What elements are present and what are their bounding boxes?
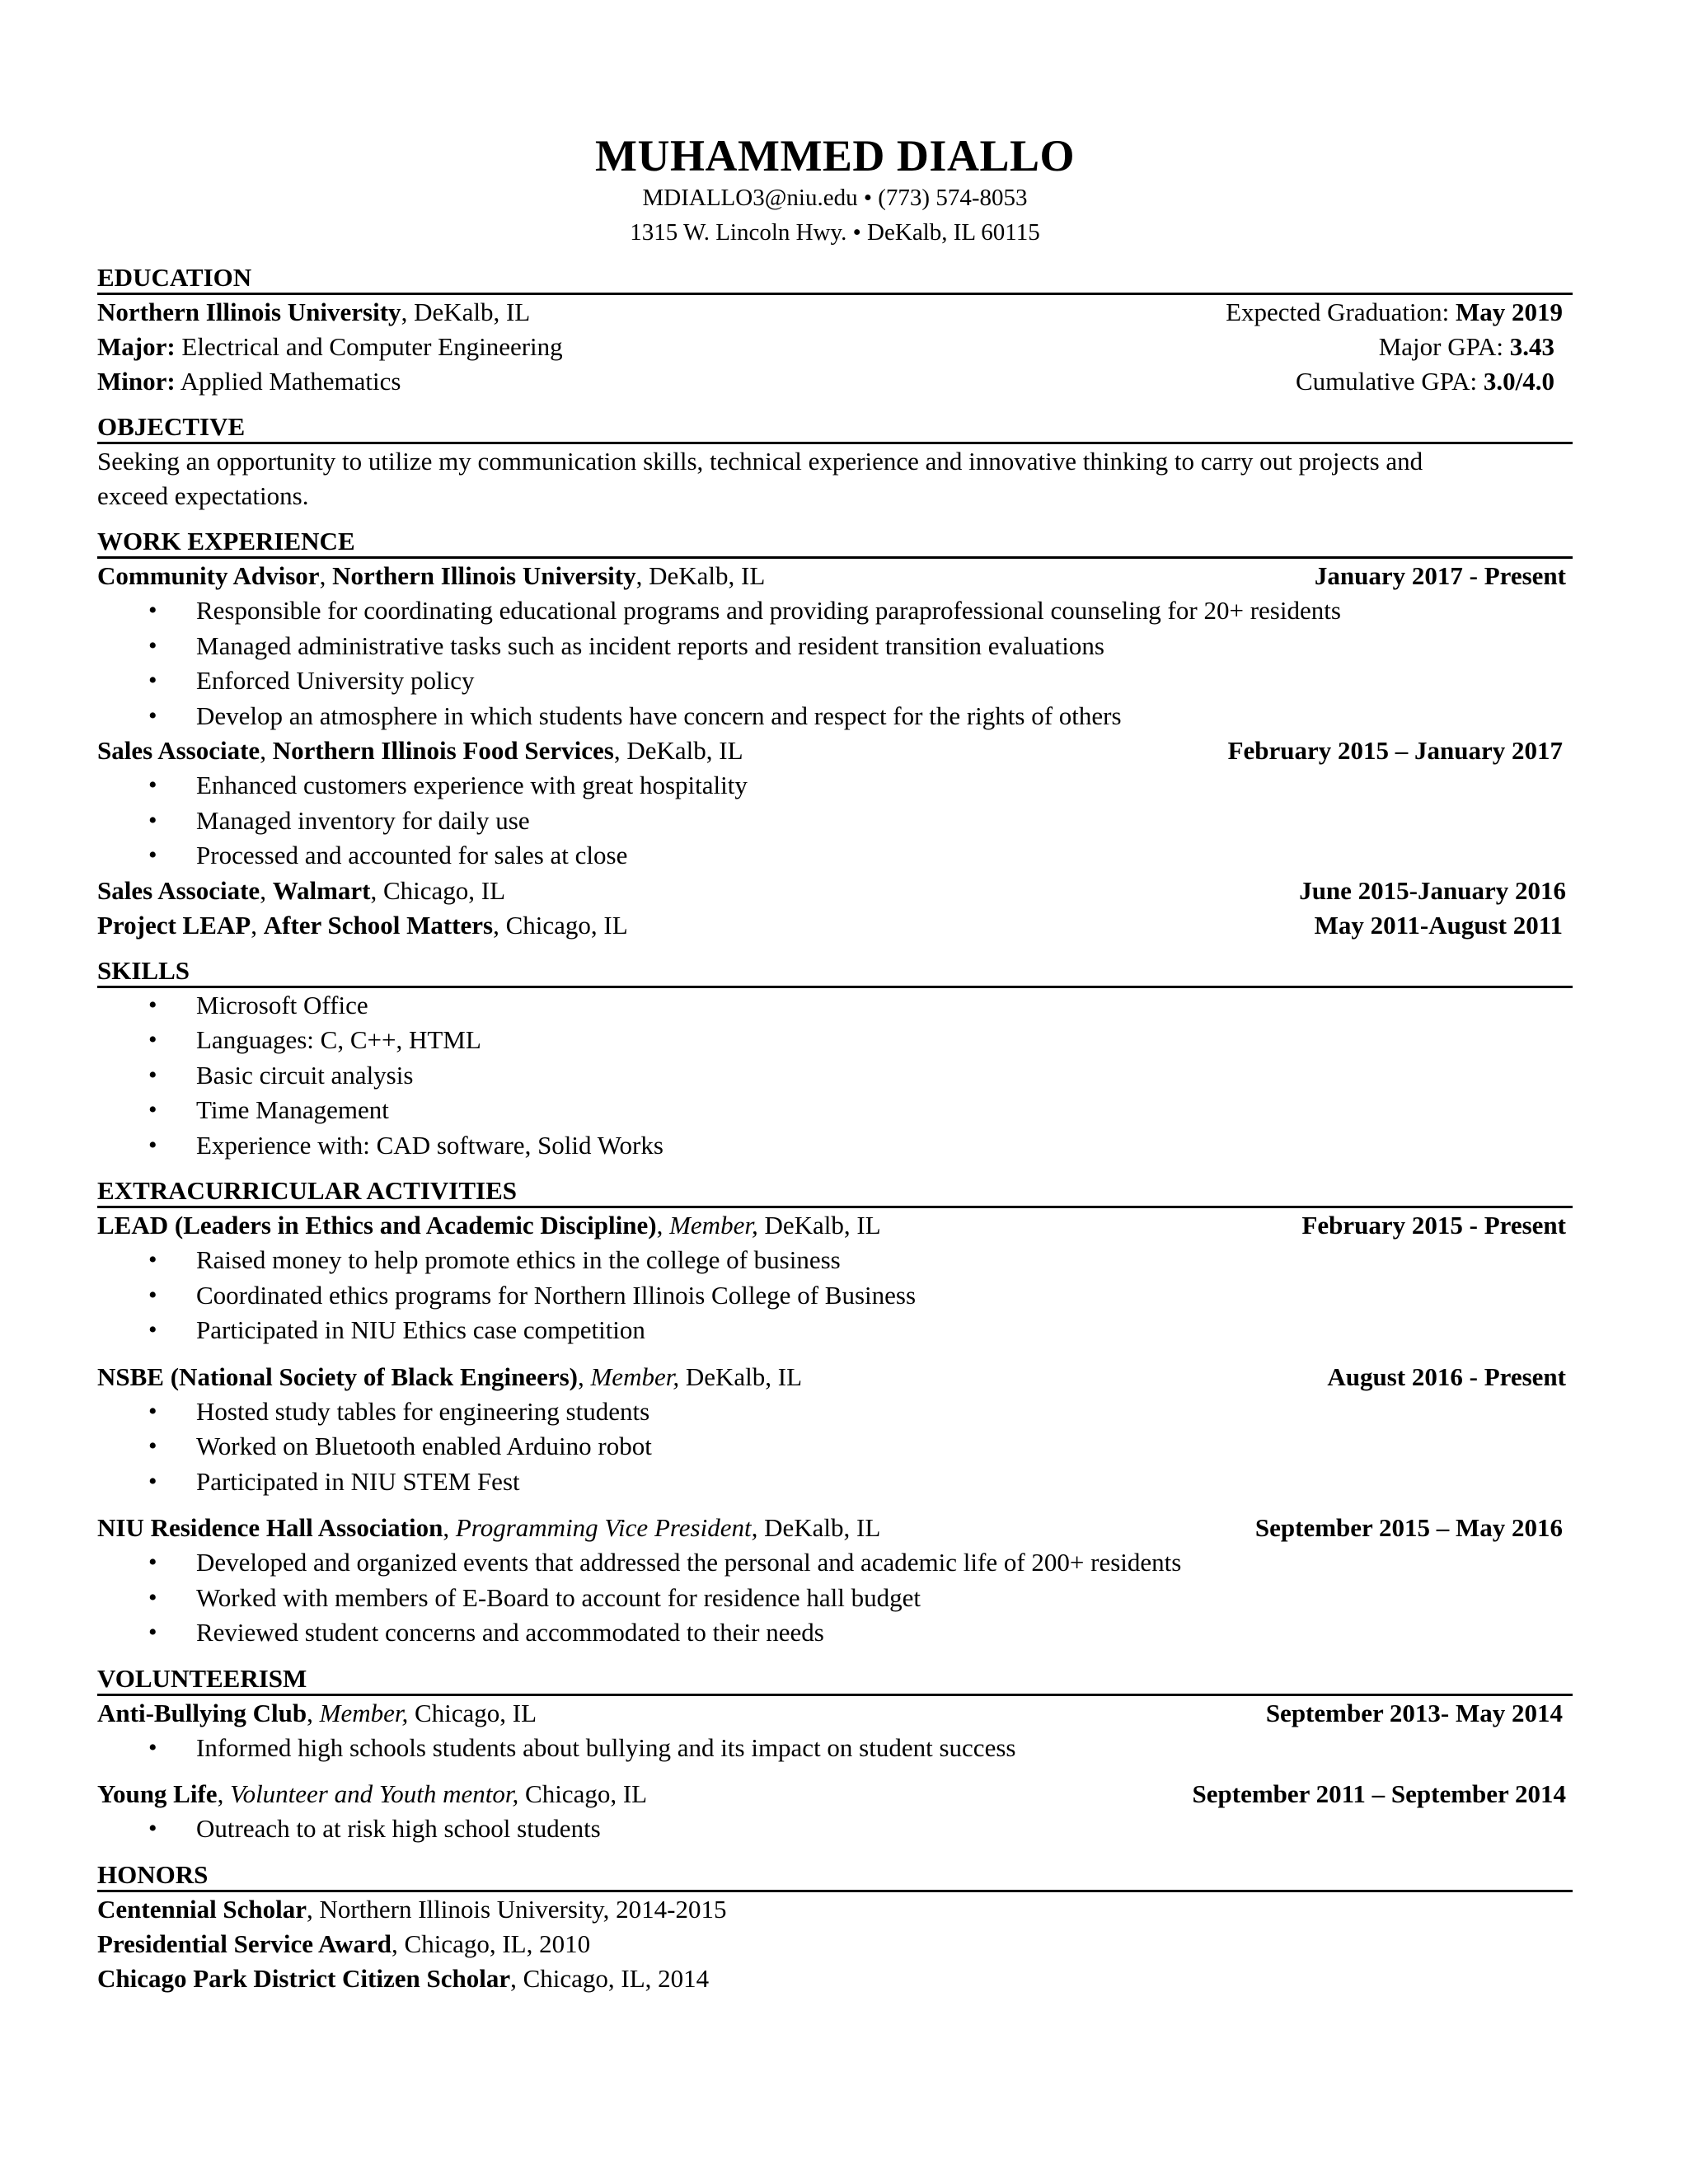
job-row: Project LEAP, After School Matters, Chicago, IL May 2011-August 2011 xyxy=(97,908,1573,943)
list-item: • Develop an atmosphere in which students have concern and respect for the rights of others xyxy=(97,699,1573,734)
list-item: • Enhanced customers experience with great hospitality xyxy=(97,768,1573,804)
cumulative-gpa-label: Cumulative GPA: xyxy=(1295,367,1484,396)
activity-org: LEAD (Leaders in Ethics and Academic Discipline) xyxy=(97,1211,657,1240)
volunteer-row: Young Life, Volunteer and Youth mentor, Chicago, IL September 2011 – September 2014 xyxy=(97,1777,1573,1811)
major-label: Major: xyxy=(97,332,176,362)
section-skills-heading: SKILLS xyxy=(97,954,1573,988)
list-item: • Responsible for coordinating educational programs and providing paraprofessional counseling for 20+ residents xyxy=(97,593,1573,629)
list-item: • Hosted study tables for engineering students xyxy=(97,1394,1573,1430)
resume-name: MUHAMMED DIALLO xyxy=(595,131,1075,180)
honor-row xyxy=(97,1927,1573,1961)
list-item: • Basic circuit analysis xyxy=(97,1058,1573,1094)
honor-detail: , Chicago, IL, 2014 xyxy=(510,1963,710,1993)
job-row: Sales Associate, Walmart, Chicago, IL June 2015-January 2016 xyxy=(97,874,1573,908)
section-extracurricular-heading: EXTRACURRICULAR ACTIVITIES xyxy=(97,1174,1573,1208)
job-bullets xyxy=(97,768,1573,874)
activity-row: NIU Residence Hall Association, Programming Vice President, DeKalb, IL September 2015 – May 2016 xyxy=(97,1511,1573,1545)
honor-row xyxy=(97,1892,1573,1927)
activity-org: NIU Residence Hall Association xyxy=(97,1513,443,1543)
objective-line-1: Seeking an opportunity to utilize my communication skills, technical experience and innovative thinking to carry out projects and xyxy=(97,447,1423,476)
contact-address: 1315 W. Lincoln Hwy. • DeKalb, IL 60115 xyxy=(630,219,1040,246)
job-title: Project LEAP xyxy=(97,910,251,940)
activity-role: Member, xyxy=(669,1211,758,1240)
activity-dates: September 2015 – May 2016 xyxy=(1254,1513,1563,1543)
activity-location: DeKalb, IL xyxy=(679,1361,803,1391)
list-item: • Worked on Bluetooth enabled Arduino robot xyxy=(97,1429,1573,1465)
job-org: Northern Illinois University xyxy=(332,561,636,591)
job-dates: June 2015-January 2016 xyxy=(1299,875,1566,905)
list-item: • Worked with members of E-Board to account for residence hall budget xyxy=(97,1581,1573,1616)
list-item: • Outreach to at risk high school students xyxy=(97,1811,1573,1847)
activity-role: Member, xyxy=(590,1361,680,1391)
list-item: • Managed administrative tasks such as incident reports and resident transition evaluations xyxy=(97,629,1573,664)
list-item: • Coordinated ethics programs for Northern Illinois College of Business xyxy=(97,1278,1573,1314)
major-gpa-label: Major GPA: xyxy=(1378,332,1510,362)
job-row: Sales Associate, Northern Illinois Food Services, DeKalb, IL February 2015 – January 2017 xyxy=(97,733,1573,768)
job-dates: February 2015 – January 2017 xyxy=(1227,736,1563,766)
honor-name: Chicago Park District Citizen Scholar xyxy=(97,1963,511,1993)
minor-label: Minor: xyxy=(97,367,176,396)
education-school-row xyxy=(97,295,1573,330)
volunteer-location: Chicago, IL xyxy=(518,1779,648,1809)
activity-role: Programming Vice President, xyxy=(455,1513,758,1543)
volunteer-bullets xyxy=(97,1811,1573,1847)
list-item: • Microsoft Office xyxy=(97,988,1573,1024)
volunteer-dates: September 2011 – September 2014 xyxy=(1192,1779,1566,1809)
job-bullets xyxy=(97,593,1573,733)
major-value: Electrical and Computer Engineering xyxy=(175,332,563,362)
education-minor-row xyxy=(97,364,1573,399)
job-location: , DeKalb, IL xyxy=(635,561,766,591)
job-row: Community Advisor, Northern Illinois University, DeKalb, IL January 2017 - Present xyxy=(97,559,1573,593)
list-item: • Reviewed student concerns and accommodated to their needs xyxy=(97,1615,1573,1651)
resume-page xyxy=(97,132,1573,1996)
honor-name: Presidential Service Award xyxy=(97,1929,392,1958)
list-item: • Participated in NIU Ethics case competition xyxy=(97,1313,1573,1348)
school-name: Northern Illinois University xyxy=(97,298,401,327)
list-item: • Processed and accounted for sales at close xyxy=(97,838,1573,874)
volunteer-org: Anti-Bullying Club xyxy=(97,1698,307,1727)
list-item: • Participated in NIU STEM Fest xyxy=(97,1465,1573,1500)
list-item: • Experience with: CAD software, Solid Works xyxy=(97,1128,1573,1164)
activity-location: DeKalb, IL xyxy=(757,1211,881,1240)
activity-org: NSBE (National Society of Black Engineers) xyxy=(97,1361,578,1391)
volunteer-role: Member, xyxy=(319,1698,409,1727)
list-item: • Developed and organized events that addressed the personal and academic life of 200+ residents xyxy=(97,1545,1573,1581)
cumulative-gpa-value: 3.0/4.0 xyxy=(1483,367,1554,396)
job-location: , Chicago, IL xyxy=(370,875,506,905)
volunteer-org: Young Life xyxy=(97,1779,218,1809)
volunteer-row: Anti-Bullying Club, Member, Chicago, IL September 2013- May 2014 xyxy=(97,1696,1573,1731)
minor-value: Applied Mathematics xyxy=(175,367,401,396)
job-org: Walmart xyxy=(272,875,371,905)
activity-location: DeKalb, IL xyxy=(757,1513,881,1543)
activity-bullets xyxy=(97,1545,1573,1651)
list-item: • Time Management xyxy=(97,1093,1573,1128)
activity-row: NSBE (National Society of Black Engineers), Member, DeKalb, IL August 2016 - Present xyxy=(97,1360,1573,1394)
job-dates: May 2011-August 2011 xyxy=(1314,910,1563,940)
volunteer-dates: September 2013- May 2014 xyxy=(1265,1698,1563,1727)
section-education-heading: EDUCATION xyxy=(97,261,1573,295)
list-item: • Languages: C, C++, HTML xyxy=(97,1023,1573,1058)
honor-name: Centennial Scholar xyxy=(97,1894,307,1924)
job-org: After School Matters xyxy=(263,910,494,940)
section-volunteerism-heading: VOLUNTEERISM xyxy=(97,1662,1573,1696)
education-major-row xyxy=(97,330,1573,364)
activity-bullets xyxy=(97,1243,1573,1348)
activity-row: LEAD (Leaders in Ethics and Academic Discipline), Member, DeKalb, IL February 2015 - Present xyxy=(97,1208,1573,1243)
volunteer-bullets xyxy=(97,1731,1573,1766)
contact-email-phone: MDIALLO3@niu.edu • (773) 574-8053 xyxy=(642,185,1028,212)
major-gpa-value: 3.43 xyxy=(1509,332,1554,362)
section-work-heading: WORK EXPERIENCE xyxy=(97,525,1573,559)
graduation-label: Expected Graduation: xyxy=(1226,298,1456,327)
list-item: • Informed high schools students about bullying and its impact on student success xyxy=(97,1731,1573,1766)
list-item: • Enforced University policy xyxy=(97,663,1573,699)
skills-list xyxy=(97,988,1573,1164)
school-location: , DeKalb, IL xyxy=(401,298,531,327)
job-title: Community Advisor xyxy=(97,561,320,591)
activity-dates: August 2016 - Present xyxy=(1327,1361,1566,1391)
volunteer-location: Chicago, IL xyxy=(408,1698,537,1727)
graduation-date: May 2019 xyxy=(1455,298,1563,327)
job-title: Sales Associate xyxy=(97,736,260,766)
honor-detail: , Chicago, IL, 2010 xyxy=(392,1929,591,1958)
job-dates: January 2017 - Present xyxy=(1314,561,1566,591)
job-location: , DeKalb, IL xyxy=(613,736,743,766)
honor-detail: , Northern Illinois University, 2014-2015 xyxy=(307,1894,727,1924)
job-location: , Chicago, IL xyxy=(493,910,628,940)
section-honors-heading: HONORS xyxy=(97,1858,1573,1892)
objective-line-2: exceed expectations. xyxy=(97,481,309,511)
job-org: Northern Illinois Food Services xyxy=(272,736,614,766)
activity-bullets xyxy=(97,1394,1573,1500)
activity-dates: February 2015 - Present xyxy=(1301,1211,1566,1240)
volunteer-role: Volunteer and Youth mentor, xyxy=(230,1779,519,1809)
section-objective-heading: OBJECTIVE xyxy=(97,410,1573,444)
list-item: • Managed inventory for daily use xyxy=(97,804,1573,839)
list-item: • Raised money to help promote ethics in the college of business xyxy=(97,1243,1573,1278)
honor-row xyxy=(97,1961,1573,1996)
job-title: Sales Associate xyxy=(97,875,260,905)
